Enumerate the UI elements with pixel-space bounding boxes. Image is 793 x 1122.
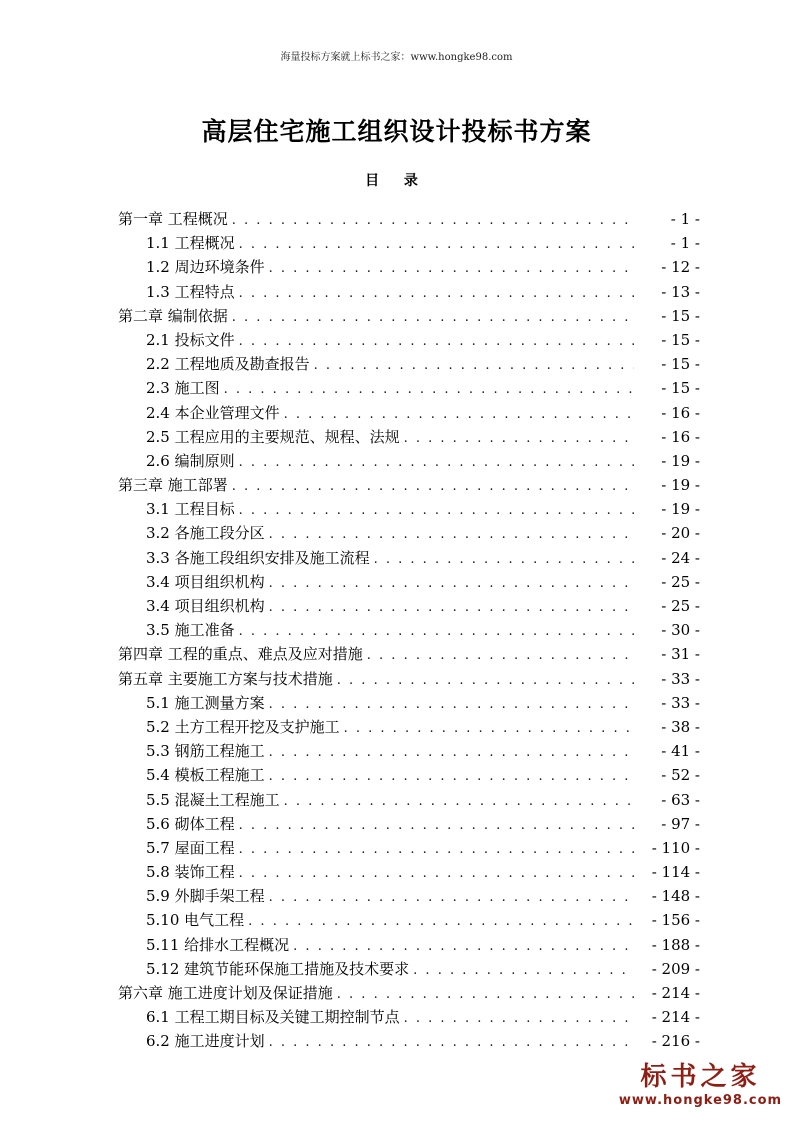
toc-section-entry[interactable] [118, 763, 700, 787]
toc-dot-leader [239, 233, 634, 255]
toc-dot-leader [239, 814, 634, 836]
toc-entry-title: 2.2 工程地质及勘查报告 [146, 355, 310, 374]
toc-section-entry[interactable] [118, 836, 700, 860]
page-header: 海量投标方案就上标书之家：www.hongke98.com [280, 52, 513, 63]
toc-entry-title: 2.4 本企业管理文件 [146, 403, 280, 422]
toc-dot-leader [284, 403, 634, 425]
toc-page-number: - 148 - [651, 887, 700, 906]
toc-section-entry[interactable] [118, 594, 700, 618]
toc-page-number: - 188 - [651, 935, 700, 954]
toc-page-number: - 25 - [661, 597, 700, 615]
toc-entry-title: 5.7 屋面工程 [146, 838, 235, 857]
toc-dot-leader [269, 765, 634, 787]
toc-section-entry[interactable] [118, 715, 700, 739]
toc-dot-leader [232, 475, 634, 497]
toc-entry-title: 5.10 电气工程 [146, 911, 245, 930]
toc-section-entry[interactable] [118, 860, 700, 884]
toc-page-number: - 15 - [661, 306, 700, 325]
toc-section-entry[interactable] [118, 618, 700, 642]
toc-section-entry[interactable] [118, 352, 700, 376]
toc-entry-title: 5.3 钢筋工程施工 [146, 742, 265, 761]
toc-entry-title: 2.3 施工图 [146, 379, 220, 398]
toc-entry-title: 3.2 各施工段分区 [146, 524, 265, 543]
watermark-url: www.hongke98.com [618, 1093, 783, 1108]
toc-dot-leader [232, 209, 634, 231]
toc-section-entry[interactable] [118, 1029, 700, 1053]
toc-section-entry[interactable] [118, 546, 700, 570]
toc-section-entry[interactable] [118, 957, 700, 981]
toc-page-number: - 30 - [661, 621, 700, 640]
toc-dot-leader [239, 451, 634, 473]
toc-dot-leader [239, 862, 634, 884]
toc-entry-title: 第三章 施工部署 [118, 476, 228, 495]
toc-page-number: - 1 - [670, 210, 700, 228]
toc-entry-title: 第五章 主要施工方案与技术措施 [118, 669, 333, 688]
toc-entry-title: 6.1 工程工期目标及关键工期控制节点 [146, 1008, 400, 1027]
toc-page-number: - 15 - [661, 355, 700, 374]
toc-entry-title: 2.5 工程应用的主要规范、规程、法规 [146, 427, 400, 446]
toc-dot-leader [269, 572, 634, 594]
toc-page-number: - 52 - [661, 766, 700, 785]
toc-dot-leader [239, 499, 634, 521]
toc-entry-title: 6.2 施工进度计划 [146, 1032, 265, 1051]
toc-entry-title: 第六章 施工进度计划及保证措施 [118, 984, 333, 1002]
toc-dot-leader [269, 741, 634, 763]
toc-entry-title: 5.11 给排水工程概况 [146, 935, 290, 954]
toc-heading: 目 录 [365, 173, 428, 189]
toc-page-number: - 24 - [661, 548, 700, 567]
toc-dot-leader [404, 427, 634, 449]
toc-dot-leader [248, 910, 634, 932]
toc-page-number: - 97 - [661, 814, 700, 833]
toc-dot-leader [269, 596, 634, 618]
toc-entry-title: 3.4 项目组织机构 [146, 597, 265, 615]
toc-page-number: - 38 - [661, 717, 700, 736]
toc-dot-leader [239, 282, 634, 304]
toc-entry-title: 1.1 工程概况 [146, 234, 235, 253]
toc-entry-title: 2.6 编制原则 [146, 451, 235, 470]
toc-page-number: - 15 - [661, 379, 700, 398]
toc-section-entry[interactable] [118, 570, 700, 594]
toc-page-number: - 31 - [661, 645, 700, 664]
toc-entry-title: 3.5 施工准备 [146, 621, 235, 640]
toc-dot-leader [239, 330, 634, 352]
toc-page-number: - 13 - [661, 282, 700, 301]
toc-dot-leader [284, 790, 634, 812]
toc-page-number: - 216 - [651, 1032, 700, 1051]
toc-dot-leader [293, 935, 634, 957]
toc-dot-leader [232, 306, 634, 328]
toc-dot-leader [314, 354, 634, 376]
toc-section-entry[interactable] [118, 933, 700, 957]
toc-dot-leader [239, 838, 634, 860]
toc-page-number: - 214 - [651, 984, 700, 1002]
toc-page-number: - 110 - [651, 838, 700, 857]
toc-section-entry[interactable] [118, 280, 700, 304]
toc-entry-title: 2.1 投标文件 [146, 330, 235, 349]
toc-chapter-entry[interactable] [118, 642, 700, 666]
toc-dot-leader [269, 1031, 634, 1053]
toc-dot-leader [367, 644, 634, 666]
toc-chapter-entry[interactable] [118, 473, 700, 497]
watermark-logo-text: 标书之家 [640, 1062, 761, 1092]
toc-section-entry[interactable] [118, 908, 700, 932]
toc-entry-title: 5.1 施工测量方案 [146, 693, 265, 712]
document-title: 高层住宅施工组织设计投标书方案 [201, 117, 592, 146]
toc-page-number: - 19 - [661, 500, 700, 519]
toc-page-number: - 209 - [651, 959, 700, 978]
toc-entry-title: 1.2 周边环境条件 [146, 258, 265, 277]
toc-dot-leader [239, 620, 634, 642]
toc-entry-title: 5.8 装饰工程 [146, 863, 235, 882]
toc-entry-title: 第一章 工程概况 [118, 210, 228, 228]
toc-chapter-entry[interactable] [118, 304, 700, 328]
toc-page-number: - 63 - [661, 790, 700, 809]
toc-entry-title: 3.3 各施工段组织安排及施工流程 [146, 548, 370, 567]
toc-dot-leader [413, 959, 634, 981]
toc-entry-title: 5.12 建筑节能环保施工措施及技术要求 [146, 959, 410, 978]
toc-section-entry[interactable] [118, 401, 700, 425]
toc-entry-title: 5.6 砌体工程 [146, 814, 235, 833]
toc-section-entry[interactable] [118, 328, 700, 352]
toc-dot-leader [269, 886, 634, 908]
toc-page-number: - 16 - [661, 403, 700, 422]
toc-page-number: - 19 - [661, 451, 700, 470]
toc-dot-leader [269, 693, 634, 715]
toc-entry-title: 第二章 编制依据 [118, 306, 228, 325]
toc-page-number: - 12 - [661, 258, 700, 277]
toc-page-number: - 156 - [651, 911, 700, 930]
toc-page-number: - 214 - [651, 1008, 700, 1027]
toc-dot-leader [344, 717, 634, 739]
toc-page-number: - 15 - [661, 330, 700, 349]
toc-page-number: - 41 - [661, 742, 700, 761]
toc-chapter-entry[interactable] [118, 667, 700, 691]
toc-page-number: - 33 - [661, 669, 700, 688]
toc-section-entry[interactable] [118, 255, 700, 279]
toc-page-number: - 1 - [670, 234, 700, 253]
toc-section-entry[interactable] [118, 788, 700, 812]
toc-entry-title: 第四章 工程的重点、难点及应对措施 [118, 645, 363, 664]
toc-section-entry[interactable] [118, 449, 700, 473]
toc-dot-leader [269, 523, 634, 545]
toc-section-entry[interactable] [118, 521, 700, 545]
toc-section-entry[interactable] [118, 231, 700, 255]
toc-page-number: - 16 - [661, 427, 700, 446]
toc-dot-leader [337, 669, 634, 691]
toc-dot-leader [337, 983, 634, 1005]
toc-dot-leader [404, 1007, 634, 1029]
toc-page-number: - 20 - [661, 524, 700, 543]
toc-section-entry[interactable] [118, 812, 700, 836]
toc-chapter-entry[interactable] [118, 981, 700, 1005]
toc-section-entry[interactable] [118, 425, 700, 449]
toc-entry-title: 5.4 模板工程施工 [146, 766, 265, 785]
toc-section-entry[interactable] [118, 376, 700, 400]
toc-section-entry[interactable] [118, 691, 700, 715]
toc-entry-title: 5.9 外脚手架工程 [146, 887, 265, 906]
toc-section-entry[interactable] [118, 739, 700, 763]
toc-dot-leader [269, 257, 634, 279]
toc-entry-title: 3.4 项目组织机构 [146, 572, 265, 591]
toc-section-entry[interactable] [118, 1005, 700, 1029]
toc-page-number: - 19 - [661, 476, 700, 495]
watermark-logo [618, 1056, 783, 1108]
toc-page-number: - 33 - [661, 693, 700, 712]
toc-entry-title: 1.3 工程特点 [146, 282, 235, 301]
toc-entry-title: 5.5 混凝土工程施工 [146, 790, 280, 809]
table-of-contents [118, 207, 700, 1054]
toc-section-entry[interactable] [118, 497, 700, 521]
toc-page-number: - 25 - [661, 572, 700, 591]
toc-dot-leader [374, 548, 634, 570]
toc-dot-leader [224, 378, 634, 400]
toc-entry-title: 5.2 土方工程开挖及支护施工 [146, 717, 340, 736]
toc-section-entry[interactable] [118, 884, 700, 908]
toc-entry-title: 3.1 工程目标 [146, 500, 235, 519]
toc-chapter-entry[interactable] [118, 207, 700, 231]
toc-page-number: - 114 - [651, 863, 700, 882]
